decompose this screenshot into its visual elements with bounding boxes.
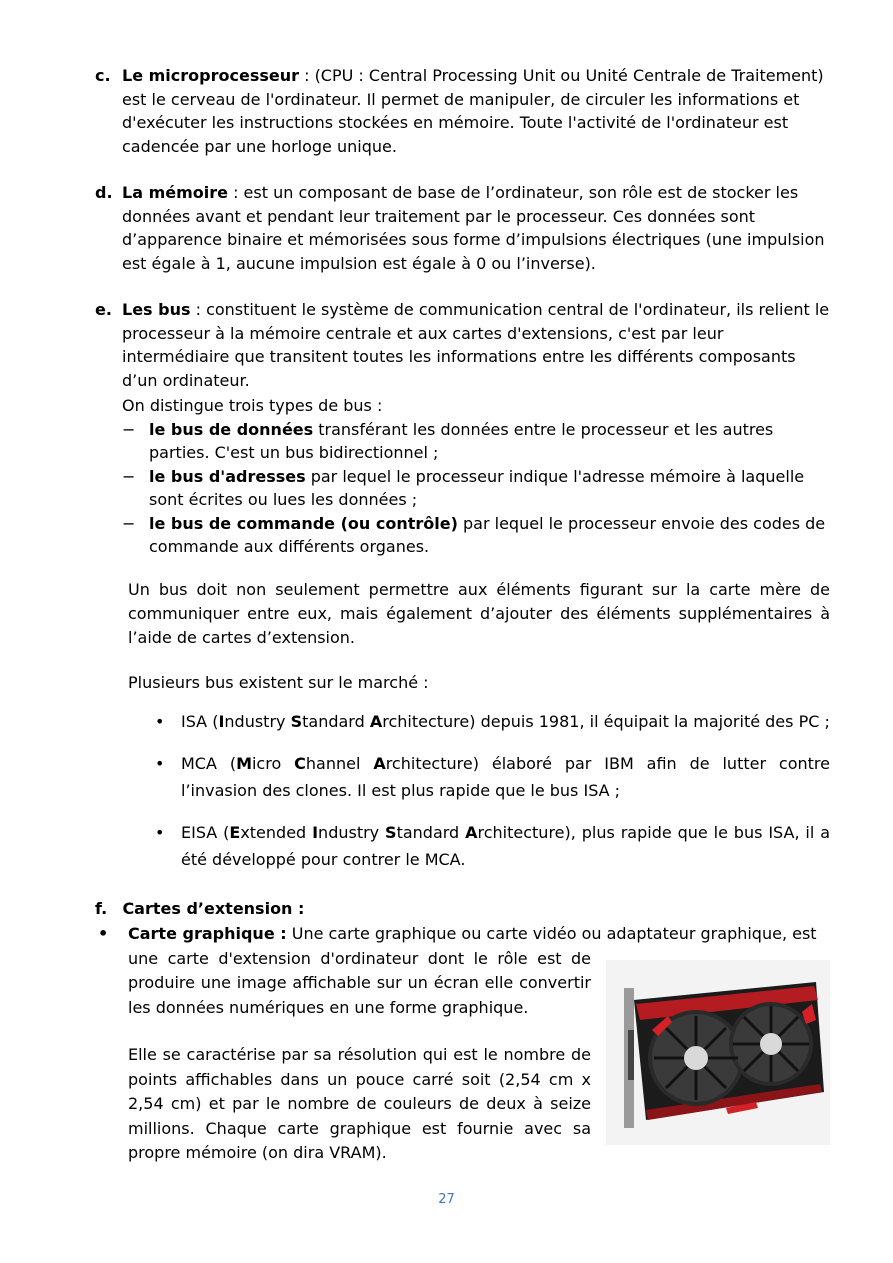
section-letter: c. — [95, 66, 111, 85]
bus-type-name: le bus de données — [149, 419, 314, 439]
bus-text-part: rchitecture), plus rapide que le bus ISA, il a été développé pour contrer le MCA. — [181, 823, 831, 869]
bus-text-part: M — [236, 754, 252, 773]
bus-text-part: A — [373, 754, 386, 773]
section-letter: f. — [95, 899, 108, 918]
dash-bullet: − — [122, 466, 136, 486]
bus-text-part: EISA ( — [181, 823, 230, 842]
section-text: : est un composant de base de l’ordinateur, son rôle est de stocker les données avant et pendant leur traitement par le processeur. Ces données sont d’apparence binaire et mémorisées sous forme d’impulsions électriques (une impulsion est égale à 1, aucune impulsion est égale à 0 ou l’inverse). — [122, 183, 825, 273]
market-list-block — [95, 708, 830, 873]
page-number: 27 — [438, 1192, 455, 1207]
market-intro-block — [95, 671, 830, 695]
section-text: : constituent le système de communication central de l'ordinateur, ils relient le processeur à la mémoire centrale et aux cartes d'extensions, c'est par leur intermédiaire que transitent toutes les informations entre les différents composants d’un ordinateur. — [122, 300, 830, 390]
graphics-card-first-line — [128, 922, 830, 947]
bus-text-part: I — [218, 712, 225, 731]
section-title: Le microprocesseur — [122, 66, 299, 85]
list-item — [95, 819, 830, 873]
list-item — [122, 512, 830, 559]
bus-text-part: rchitecture) depuis 1981, il équipait la majorité des PC ; — [382, 712, 830, 731]
list-item — [122, 465, 830, 512]
bus-text-part: A — [465, 823, 478, 842]
bus-text-part: A — [369, 712, 383, 731]
bus-text-part: ndustry — [318, 823, 386, 842]
bus-type-text: transférant les données entre le processeur et les autres parties. C'est un bus bidirectionnel ; — [149, 419, 774, 462]
section-title: Cartes d’extension : — [122, 899, 305, 918]
bus-text-part: tandard — [396, 823, 466, 842]
bus-type-name: le bus de commande (ou contrôle) — [149, 513, 458, 533]
graphics-card-image — [606, 960, 830, 1145]
section-letter: e. — [95, 300, 112, 319]
bus-text-part: xtended — [240, 823, 313, 842]
section-e-paragraph — [122, 298, 830, 392]
bus-text-part: ndustry — [224, 712, 291, 731]
section-text: : (CPU : Central Processing Unit ou Unité Centrale de Traitement) est le cerveau de l'ordinateur. Il permet de manipuler, de circuler les informations et d'exécuter les instructions stockées en mémoire. Toute l'activité de l'ordinateur est cadencée par une horloge unique. — [122, 66, 824, 156]
bus-text-part: icro — [251, 754, 295, 773]
bus-type-text: par lequel le processeur indique l'adresse mémoire à laquelle sont écrites ou lues les données ; — [149, 466, 805, 509]
dash-bullet: − — [122, 419, 136, 439]
section-d — [95, 181, 830, 275]
bullet: • — [155, 712, 165, 731]
bus-text-part: I — [312, 823, 319, 842]
section-f-heading — [95, 897, 830, 921]
bus-paragraph: Un bus doit non seulement permettre aux éléments figurant sur la carte mère de communiquer entre eux, mais également d’ajouter des éléments supplémentaires à l’aide de cartes d’extension. — [128, 580, 830, 647]
bus-types-list — [122, 418, 830, 559]
list-item — [95, 708, 830, 735]
market-intro: Plusieurs bus existent sur le marché : — [128, 673, 429, 692]
bus-text-part: E — [229, 823, 241, 842]
bus-text-part: MCA ( — [181, 754, 237, 773]
section-f — [95, 897, 830, 921]
section-c — [95, 64, 830, 158]
list-item — [122, 418, 830, 465]
bullet: • — [155, 754, 165, 773]
graphics-card-text: Une carte graphique ou carte vidéo ou adaptateur graphique, est — [286, 924, 817, 943]
bullet: • — [98, 924, 109, 943]
bus-text-part: hannel — [305, 754, 374, 773]
section-title: La mémoire — [122, 183, 228, 202]
bullet: • — [155, 823, 165, 842]
graphics-card-title: Carte graphique : — [128, 924, 287, 943]
dash-bullet: − — [122, 513, 136, 533]
bus-text-part: C — [294, 754, 306, 773]
graphics-card-illustration — [606, 960, 830, 1145]
graphics-card-text-2: Elle se caractérise par sa résolution qui est le nombre de points affichables dans un pouce carré soit (2,54 cm x 2,54 cm) et par le nombre de couleurs de deux à seize millions. Chaque carte graphique est fournie avec sa propre mémoire (on dira VRAM). — [128, 1045, 591, 1162]
bus-text-part: tandard — [302, 712, 370, 731]
bus-text-part: S — [290, 712, 303, 731]
section-title: Les bus — [122, 300, 191, 319]
bus-types-intro: On distingue trois types de bus : — [122, 396, 383, 415]
graphics-card-text-rest: une carte d'extension d'ordinateur dont le rôle est de produire une image affichable sur un écran elle convertir les données numériques en une forme graphique. — [128, 948, 591, 1017]
section-e — [95, 298, 830, 392]
bus-text-part: ISA ( — [181, 712, 219, 731]
market-bus-list — [95, 708, 830, 873]
bus-types — [95, 394, 830, 559]
bus-type-name: le bus d'adresses — [149, 466, 306, 486]
bus-text-part: S — [385, 823, 397, 842]
section-d-paragraph — [122, 181, 830, 275]
list-item — [95, 750, 830, 804]
bus-text-part: rchitecture) élaboré par IBM afin de lutter contre l’invasion des clones. Il est plus rapide que le bus ISA ; — [181, 754, 831, 800]
bus-type-text: par lequel le processeur envoie des codes de commande aux différents organes. — [149, 513, 826, 556]
section-letter: d. — [95, 183, 113, 202]
bus-paragraph-block — [95, 578, 830, 650]
section-c-paragraph — [122, 64, 830, 158]
